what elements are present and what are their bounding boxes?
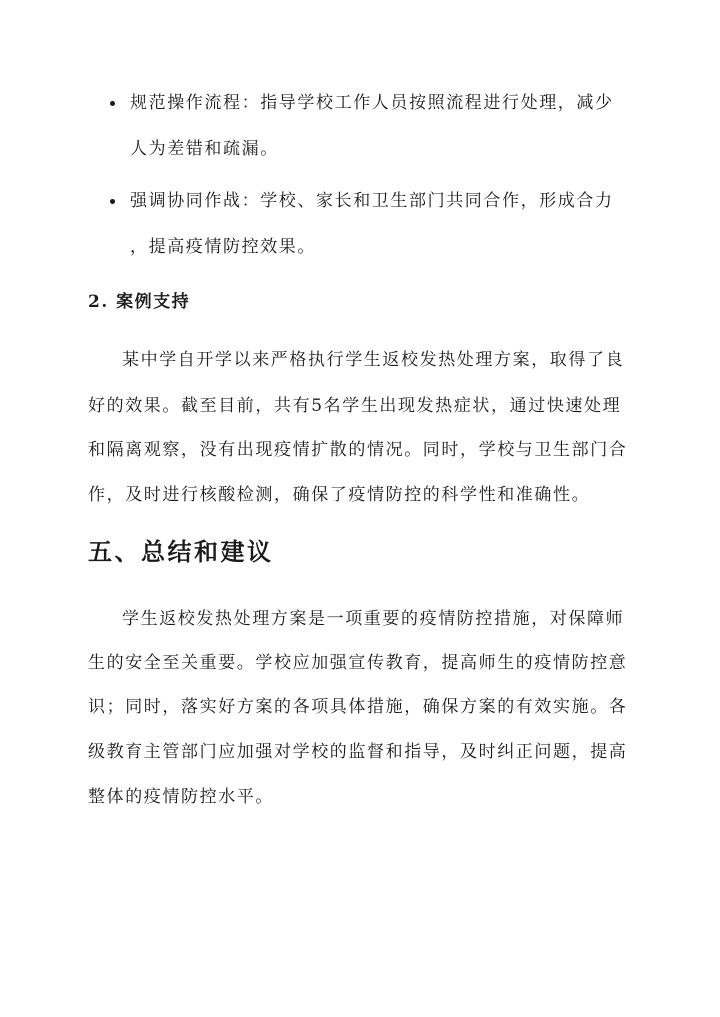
bullet-dot: [110, 101, 115, 106]
section-2-paragraph-line: 作，及时进行核酸检测，确保了疫情防控的科学性和准确性。: [88, 485, 591, 505]
section-2-heading: 2. 案例支持: [88, 292, 191, 312]
bullet-1-line-2: 人为差错和疏漏。: [130, 139, 279, 159]
section-5-paragraph-line: 整体的疫情防控水平。: [88, 787, 274, 807]
bullet-dot: [110, 199, 115, 204]
section-5-heading: 五、总结和建议: [88, 537, 274, 566]
section-2-paragraph-line: 某中学自开学以来严格执行学生返校发热处理方案，取得了良: [122, 350, 625, 370]
bullet-2-line-1: 强调协同作战：学校、家长和卫生部门共同合作，形成合力: [130, 191, 614, 211]
section-5-paragraph-line: 生的安全至关重要。学校应加强宣传教育，提高师生的疫情防控意: [88, 653, 628, 673]
bullet-1-line-1: 规范操作流程：指导学校工作人员按照流程进行处理，减少: [130, 93, 614, 113]
section-5-paragraph-line: 级教育主管部门应加强对学校的监督和指导，及时纠正问题，提高: [88, 742, 628, 762]
section-2-paragraph-line: 好的效果。截至目前，共有5名学生出现发热症状，通过快速处理: [88, 396, 622, 416]
section-5-paragraph-line: 识；同时，落实好方案的各项具体措施，确保方案的有效实施。各: [88, 697, 628, 717]
section-5-paragraph-line: 学生返校发热处理方案是一项重要的疫情防控措施，对保障师: [122, 609, 625, 629]
bullet-2-line-2: ，提高疫情防控效果。: [130, 237, 316, 257]
section-2-paragraph-line: 和隔离观察，没有出现疫情扩散的情况。同时，学校与卫生部门合: [88, 440, 628, 460]
